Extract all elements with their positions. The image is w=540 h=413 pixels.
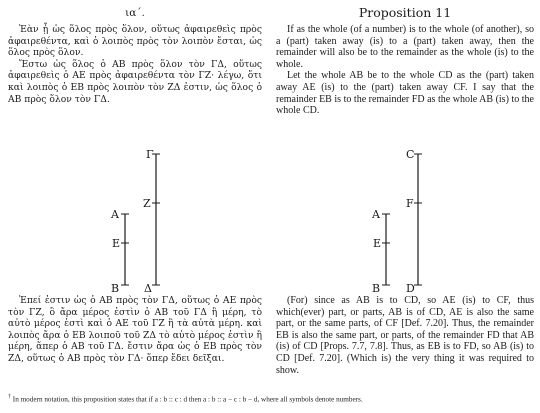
label-zeta: Ζ — [143, 197, 151, 210]
label-b: B — [372, 282, 381, 295]
english-proof: (For) since as AB is to CD, so AE (is) to CF, thus which(ever) part, or parts, AB is of CD, AE is also the same part, or the same parts, of CF [Def. 7.20]. Thus, the remainder EB is also the same part, or parts, of the remainder FD that AB (is) of CD [Props. 7.7, 7.8]. Thus, as EB is to FD, so AB (is) to CD [Def. 7.20]. (Which is) the very thing it was required to show. — [276, 295, 534, 376]
greek-figure — [8, 138, 262, 298]
greek-column — [8, 0, 262, 364]
label-c: C — [406, 148, 415, 161]
english-setting-out: Let the whole AB be to the whole CD as the (part) taken away AE (is) to the (part) taken away CF. I say that the remainder EB is to the remainder FD as the whole AB (is) to the whole CD. — [276, 70, 534, 117]
english-column — [276, 0, 534, 376]
footnote-mark: † — [8, 394, 11, 400]
english-text-top — [276, 24, 534, 117]
footnote — [8, 394, 532, 403]
label-e: E — [373, 237, 382, 250]
label-a: A — [372, 208, 380, 221]
label-beta: Β — [111, 282, 120, 295]
label-alpha: Α — [111, 208, 119, 221]
greek-enunciation: Ἐὰν ᾖ ὡς ὅλος πρὸς ὅλον, οὕτως ἀφαιρεθεὶς πρὸς ἀφαιρεθέντα, καὶ ὁ λοιπὸς πρὸς τὸν λοιπὸν ἔσται, ὡς ὅλος πρὸς ὅλον. — [8, 24, 262, 59]
english-figure — [276, 138, 534, 298]
footnote-text: In modern notation, this proposition states that if a : b :: c : d then a : b :: a − c : b − d, where all symbols denote numbers. — [12, 395, 363, 404]
label-delta: Δ — [144, 282, 152, 295]
greek-proof: Ἐπεί ἐστιν ὡς ὁ ΑΒ πρὸς τὸν ΓΔ, οὕτως ὁ ΑΕ πρὸς τὸν ΓΖ, ὃ ἄρα μέρος ἐστὶν ὁ ΑΒ τοῦ ΓΔ ἢ μέρη, τὸ αὐτὸ μέρος ἐστὶ καὶ ὁ ΑΕ τοῦ ΓΖ ἢ τὰ αὐτὰ μέρη. καὶ λοιπὸς ἄρα ὁ ΕΒ λοιποῦ τοῦ ΖΔ τὸ αὐτὸ μέρος ἐστὶν ἢ μέρη, ἅπερ ὁ ΑΒ τοῦ ΓΔ. ἔστιν ἄρα ὡς ὁ ΕΒ πρὸς τὸν ΖΔ, οὕτως ὁ ΑΒ πρὸς τὸν ΓΔ· ὅπερ ἔδει δεῖξαι. — [8, 295, 262, 364]
english-text-bottom — [276, 295, 534, 376]
greek-text-bottom — [8, 295, 262, 365]
label-epsilon: Ε — [112, 237, 121, 250]
english-heading: Proposition 11 — [358, 5, 452, 20]
label-f: F — [406, 197, 414, 210]
greek-heading: ια΄. — [125, 7, 145, 19]
label-d: D — [406, 282, 415, 295]
label-gamma: Γ — [146, 148, 154, 161]
english-enunciation: If as the whole (of a number) is to the whole (of another), so a (part) taken away (is) to a (part) taken away, then the remainder will also be to the remainder as the whole (is) to the whole. — [276, 24, 534, 70]
greek-setting-out: Ἔστω ὡς ὅλος ὁ ΑΒ πρὸς ὅλον τὸν ΓΔ, οὕτως ἀφαιρεθεὶς ὁ ΑΕ πρὸς ἀφαιρεθέντα τὸν ΓΖ· λέγω, ὅτι καὶ λοιπὸς ὁ ΕΒ πρὸς λοιπὸν τὸν ΖΔ ἐστιν, ὡς ὅλος ὁ ΑΒ πρὸς ὅλον τὸν ΓΔ. — [8, 58, 262, 105]
greek-text-top — [8, 24, 262, 105]
